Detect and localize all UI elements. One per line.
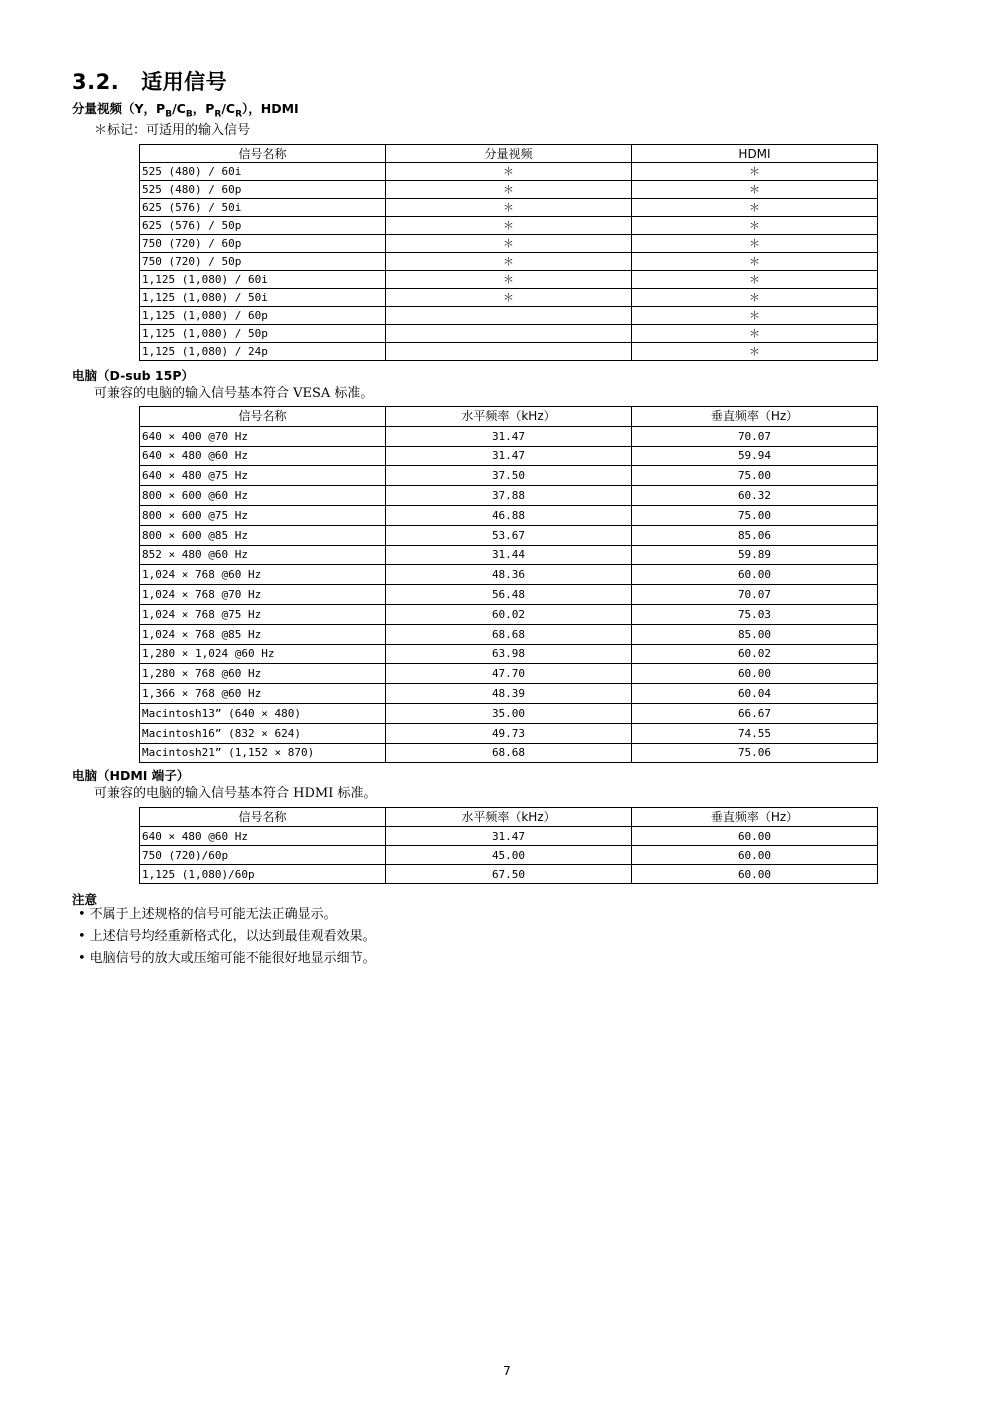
value-cell: 59.89 — [632, 545, 878, 565]
note-item — [78, 948, 376, 970]
pc-dsub-heading: 电脑（D-sub 15P） — [72, 368, 194, 383]
column-header: HDMI — [632, 145, 878, 163]
value-cell: 74.55 — [632, 723, 878, 743]
value-cell: ＊ — [632, 343, 878, 361]
table-row — [140, 199, 878, 217]
signal-name-cell: 800 × 600 @75 Hz — [140, 505, 386, 525]
value-cell: 47.70 — [386, 664, 632, 684]
value-cell: 85.00 — [632, 624, 878, 644]
signal-name-cell: 640 × 480 @60 Hz — [140, 446, 386, 466]
value-cell: ＊ — [386, 217, 632, 235]
table-row — [140, 703, 878, 723]
value-cell: 85.06 — [632, 525, 878, 545]
value-cell: 63.98 — [386, 644, 632, 664]
value-cell: 70.07 — [632, 426, 878, 446]
bullet-icon: • — [78, 929, 86, 944]
value-cell: 75.03 — [632, 604, 878, 624]
signal-name-cell: 750 (720)/60p — [140, 846, 386, 865]
column-header: 信号名称 — [140, 145, 386, 163]
value-cell: 67.50 — [386, 865, 632, 884]
column-header: 分量视频 — [386, 145, 632, 163]
value-cell: 60.00 — [632, 565, 878, 585]
value-cell: 31.44 — [386, 545, 632, 565]
column-header: 水平频率（kHz） — [386, 407, 632, 427]
signal-name-cell: 625 (576) / 50i — [140, 199, 386, 217]
signal-name-cell: 1,024 × 768 @60 Hz — [140, 565, 386, 585]
value-cell — [386, 307, 632, 325]
table-row — [140, 684, 878, 704]
value-cell: 48.39 — [386, 684, 632, 704]
table-row — [140, 565, 878, 585]
value-cell: 46.88 — [386, 505, 632, 525]
value-cell: 60.04 — [632, 684, 878, 704]
value-cell: 48.36 — [386, 565, 632, 585]
table-row — [140, 466, 878, 486]
column-header: 信号名称 — [140, 808, 386, 827]
value-cell: ＊ — [386, 235, 632, 253]
table-row — [140, 604, 878, 624]
value-cell: 60.00 — [632, 846, 878, 865]
bullet-icon: • — [78, 907, 86, 922]
table-row — [140, 181, 878, 199]
value-cell: ＊ — [632, 199, 878, 217]
signal-name-cell: 1,366 × 768 @60 Hz — [140, 684, 386, 704]
table-row — [140, 846, 878, 865]
value-cell: ＊ — [632, 307, 878, 325]
signal-name-cell: 750 (720) / 50p — [140, 253, 386, 271]
value-cell: 31.47 — [386, 426, 632, 446]
signal-name-cell: Macintosh13” (640 × 480) — [140, 703, 386, 723]
pc-hdmi-signal-table — [139, 807, 878, 884]
value-cell: 60.00 — [632, 827, 878, 846]
signal-name-cell: 800 × 600 @85 Hz — [140, 525, 386, 545]
note-text: 上述信号均经重新格式化，以达到最佳观看效果。 — [89, 929, 376, 944]
value-cell: 70.07 — [632, 585, 878, 605]
table-row — [140, 723, 878, 743]
signal-name-cell: 1,125 (1,080) / 60i — [140, 271, 386, 289]
table-row — [140, 624, 878, 644]
value-cell: 75.00 — [632, 466, 878, 486]
table-row — [140, 163, 878, 181]
value-cell — [386, 325, 632, 343]
value-cell: 45.00 — [386, 846, 632, 865]
signal-name-cell: 1,125 (1,080) / 50i — [140, 289, 386, 307]
table-header-row — [140, 808, 878, 827]
table-row — [140, 545, 878, 565]
value-cell: ＊ — [632, 163, 878, 181]
signal-name-cell: 1,125 (1,080) / 50p — [140, 325, 386, 343]
signal-name-cell: 625 (576) / 50p — [140, 217, 386, 235]
table-header-row — [140, 145, 878, 163]
value-cell: ＊ — [386, 289, 632, 307]
value-cell: ＊ — [386, 271, 632, 289]
value-cell: 59.94 — [632, 446, 878, 466]
signal-name-cell: 750 (720) / 60p — [140, 235, 386, 253]
section-number: 3.2. — [72, 70, 120, 94]
table-row — [140, 271, 878, 289]
signal-name-cell: 1,024 × 768 @70 Hz — [140, 585, 386, 605]
signal-name-cell: 800 × 600 @60 Hz — [140, 486, 386, 506]
value-cell: 75.00 — [632, 505, 878, 525]
note-item — [78, 926, 376, 948]
table-row — [140, 307, 878, 325]
value-cell: 66.67 — [632, 703, 878, 723]
note-item — [78, 904, 376, 926]
page-number: 7 — [503, 1364, 511, 1378]
bullet-icon: • — [78, 951, 86, 966]
component-heading: 分量视频（Y，$P_B/C_B$，$P_R/C_R$），HDMI — [72, 101, 299, 120]
pc-hdmi-note: 可兼容的电脑的输入信号基本符合 HDMI 标准。 — [94, 786, 377, 801]
value-cell: 60.00 — [632, 865, 878, 884]
value-cell: ＊ — [386, 181, 632, 199]
table-row — [140, 446, 878, 466]
column-header: 信号名称 — [140, 407, 386, 427]
signal-name-cell: 1,024 × 768 @85 Hz — [140, 624, 386, 644]
pc-dsub-note: 可兼容的电脑的输入信号基本符合 VESA 标准。 — [94, 386, 374, 401]
value-cell: 60.00 — [632, 664, 878, 684]
value-cell: 31.47 — [386, 446, 632, 466]
value-cell: ＊ — [632, 271, 878, 289]
signal-name-cell: 525 (480) / 60p — [140, 181, 386, 199]
signal-name-cell: 525 (480) / 60i — [140, 163, 386, 181]
signal-name-cell: Macintosh21” (1,152 × 870) — [140, 743, 386, 763]
notes-list — [78, 904, 376, 970]
table-row — [140, 664, 878, 684]
value-cell: 68.68 — [386, 624, 632, 644]
value-cell: ＊ — [386, 253, 632, 271]
pc-hdmi-heading: 电脑（HDMI 端子） — [72, 768, 190, 783]
value-cell: ＊ — [632, 325, 878, 343]
signal-name-cell: 640 × 480 @75 Hz — [140, 466, 386, 486]
value-cell: 49.73 — [386, 723, 632, 743]
table-row — [140, 426, 878, 446]
signal-name-cell: 852 × 480 @60 Hz — [140, 545, 386, 565]
value-cell: ＊ — [632, 289, 878, 307]
value-cell: 31.47 — [386, 827, 632, 846]
signal-name-cell: 640 × 400 @70 Hz — [140, 426, 386, 446]
component-note: ＊标记：可适用的输入信号 — [94, 123, 251, 138]
table-row — [140, 486, 878, 506]
table-row — [140, 865, 878, 884]
value-cell: 56.48 — [386, 585, 632, 605]
table-row — [140, 235, 878, 253]
table-row — [140, 217, 878, 235]
value-cell: ＊ — [632, 253, 878, 271]
component-signal-table — [139, 144, 878, 361]
table-row — [140, 253, 878, 271]
table-row — [140, 325, 878, 343]
value-cell: 75.06 — [632, 743, 878, 763]
signal-name-cell: 1,280 × 1,024 @60 Hz — [140, 644, 386, 664]
value-cell: ＊ — [632, 235, 878, 253]
table-row — [140, 289, 878, 307]
note-text: 不属于上述规格的信号可能无法正确显示。 — [89, 907, 337, 922]
value-cell: ＊ — [386, 199, 632, 217]
note-text: 电脑信号的放大或压缩可能不能很好地显示细节。 — [89, 951, 376, 966]
signal-name-cell: 1,280 × 768 @60 Hz — [140, 664, 386, 684]
signal-name-cell: 1,024 × 768 @75 Hz — [140, 604, 386, 624]
value-cell: 37.50 — [386, 466, 632, 486]
section-title-text: 适用信号 — [141, 70, 228, 94]
table-row — [140, 343, 878, 361]
signal-name-cell: 1,125 (1,080) / 24p — [140, 343, 386, 361]
value-cell: 37.88 — [386, 486, 632, 506]
table-row — [140, 743, 878, 763]
table-row — [140, 585, 878, 605]
value-cell: ＊ — [632, 181, 878, 199]
signal-name-cell: 1,125 (1,080) / 60p — [140, 307, 386, 325]
value-cell: 60.02 — [386, 604, 632, 624]
signal-name-cell: 1,125 (1,080)/60p — [140, 865, 386, 884]
notes-heading: 注意 — [72, 892, 98, 907]
column-header: 垂直频率（Hz） — [632, 808, 878, 827]
value-cell: ＊ — [632, 217, 878, 235]
value-cell: 35.00 — [386, 703, 632, 723]
value-cell: 68.68 — [386, 743, 632, 763]
value-cell: 60.02 — [632, 644, 878, 664]
table-row — [140, 505, 878, 525]
pc-dsub-signal-table — [139, 406, 878, 763]
column-header: 水平频率（kHz） — [386, 808, 632, 827]
column-header: 垂直频率（Hz） — [632, 407, 878, 427]
value-cell: 53.67 — [386, 525, 632, 545]
value-cell: 60.32 — [632, 486, 878, 506]
signal-name-cell: Macintosh16” (832 × 624) — [140, 723, 386, 743]
table-row — [140, 827, 878, 846]
table-header-row — [140, 407, 878, 427]
section-title — [72, 66, 227, 96]
table-row — [140, 525, 878, 545]
signal-name-cell: 640 × 480 @60 Hz — [140, 827, 386, 846]
value-cell: ＊ — [386, 163, 632, 181]
table-row — [140, 644, 878, 664]
value-cell — [386, 343, 632, 361]
